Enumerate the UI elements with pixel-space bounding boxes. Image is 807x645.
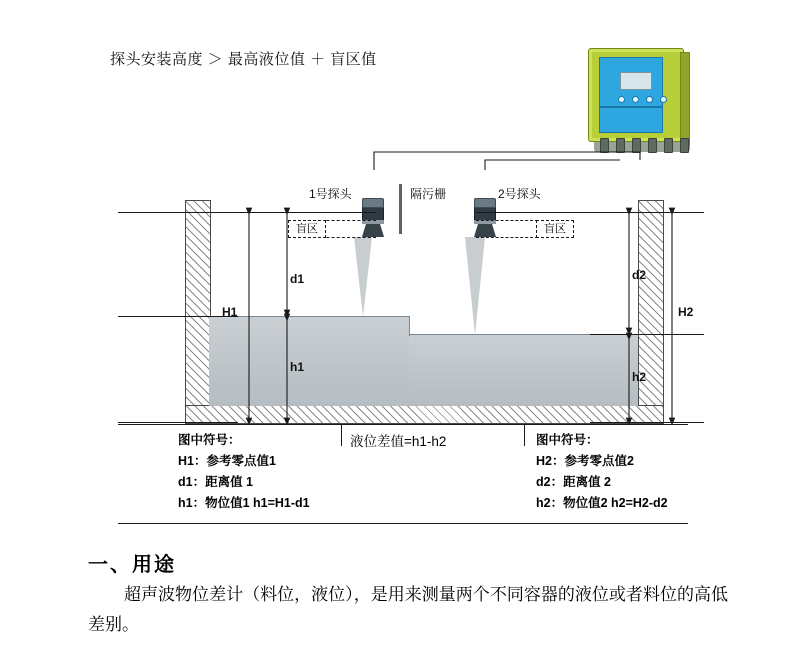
level-line-left xyxy=(118,316,238,317)
bottom-line-right xyxy=(590,422,704,423)
blindzone-label-1: 盲区 xyxy=(288,220,326,238)
cable-gland-icon xyxy=(648,138,657,153)
liquid-surface-1 xyxy=(209,316,409,317)
controller-cable-glands xyxy=(600,138,689,153)
cable-gland-icon xyxy=(632,138,641,153)
section-title: 一、用途 xyxy=(88,554,176,576)
blindzone-label-2: 盲区 xyxy=(536,220,574,238)
level-difference-formula: 液位差值=h1-h2 xyxy=(350,434,447,449)
probe-horn xyxy=(474,224,496,237)
legend-left-title: 图中符号： xyxy=(178,433,241,447)
controller-body xyxy=(588,48,684,142)
controller-lower-panel xyxy=(599,107,663,133)
legend-left-row: d1：距离值 1 xyxy=(178,475,254,489)
dim-label-d2: d2 xyxy=(632,268,647,282)
dim-label-H2: H2 xyxy=(678,305,694,319)
liquid-chamber-2 xyxy=(409,335,638,406)
probe-cap xyxy=(474,198,496,208)
legend-left-row: h1：物位值1 h1=H1-d1 xyxy=(178,496,310,510)
baffle-label: 隔污栅 xyxy=(410,187,447,201)
blindzone-top-line-2 xyxy=(476,220,538,221)
sensor1-label: 1号探头 xyxy=(309,187,352,201)
legend-top-rule xyxy=(118,424,688,425)
probe-horn xyxy=(362,224,384,237)
legend-left-row: H1：参考零点值1 xyxy=(178,454,276,468)
sensor2-label: 2号探头 xyxy=(498,187,541,201)
sensor-probe-2 xyxy=(474,198,496,237)
ultrasonic-beam-1 xyxy=(354,237,372,317)
level-line-right xyxy=(590,334,704,335)
controller-display xyxy=(620,72,652,90)
probe-cap xyxy=(362,198,384,208)
cable-gland-icon xyxy=(616,138,625,153)
installation-condition-text: 探头安装高度 ＞ 最高液位值 ＋ 盲区值 xyxy=(110,51,377,68)
dim-label-h1: h1 xyxy=(290,360,305,374)
legend-divider-right xyxy=(524,424,525,446)
ultrasonic-beam-2 xyxy=(465,237,485,335)
led-icon xyxy=(632,96,639,103)
probe-body xyxy=(474,208,496,220)
legend-right-row: d2：距离值 2 xyxy=(536,475,612,489)
legend-divider-left xyxy=(341,424,342,446)
controller-side xyxy=(680,52,690,146)
reference-line-left xyxy=(118,212,376,213)
debris-baffle xyxy=(399,184,402,234)
legend-bottom-rule xyxy=(118,523,688,524)
legend-left xyxy=(178,430,310,514)
tank-wall-left xyxy=(185,200,211,424)
sensor-probe-1 xyxy=(362,198,384,237)
dim-label-d1: d1 xyxy=(290,272,305,286)
cable-gland-icon xyxy=(600,138,609,153)
led-icon xyxy=(660,96,667,103)
cable-gland-icon xyxy=(664,138,673,153)
reference-line-right xyxy=(476,212,704,213)
liquid-step-edge xyxy=(409,316,410,336)
blindzone-bottom-line-2 xyxy=(476,237,538,238)
section-body: 超声波物位差计（料位，液位），是用来测量两个不同容器的液位或者料位的高低差别。 xyxy=(88,585,728,634)
legend-right-row: H2：参考零点值2 xyxy=(536,454,634,468)
led-icon xyxy=(646,96,653,103)
dim-label-H1: H1 xyxy=(222,305,238,319)
legend-right-title: 图中符号： xyxy=(536,433,599,447)
probe-body xyxy=(362,208,384,220)
liquid-chamber-1 xyxy=(209,317,409,406)
controller-unit xyxy=(588,48,692,156)
led-icon xyxy=(618,96,625,103)
cable-gland-icon xyxy=(680,138,689,153)
legend-right-row: h2：物位值2 h2=H2-d2 xyxy=(536,496,668,510)
bottom-line-left xyxy=(118,422,238,423)
legend-right xyxy=(536,430,668,514)
dim-label-h2: h2 xyxy=(632,370,647,384)
tank-assembly xyxy=(120,187,700,425)
controller-panel xyxy=(599,57,663,107)
tank-wall-right xyxy=(638,200,664,424)
controller-led-group xyxy=(618,96,667,103)
